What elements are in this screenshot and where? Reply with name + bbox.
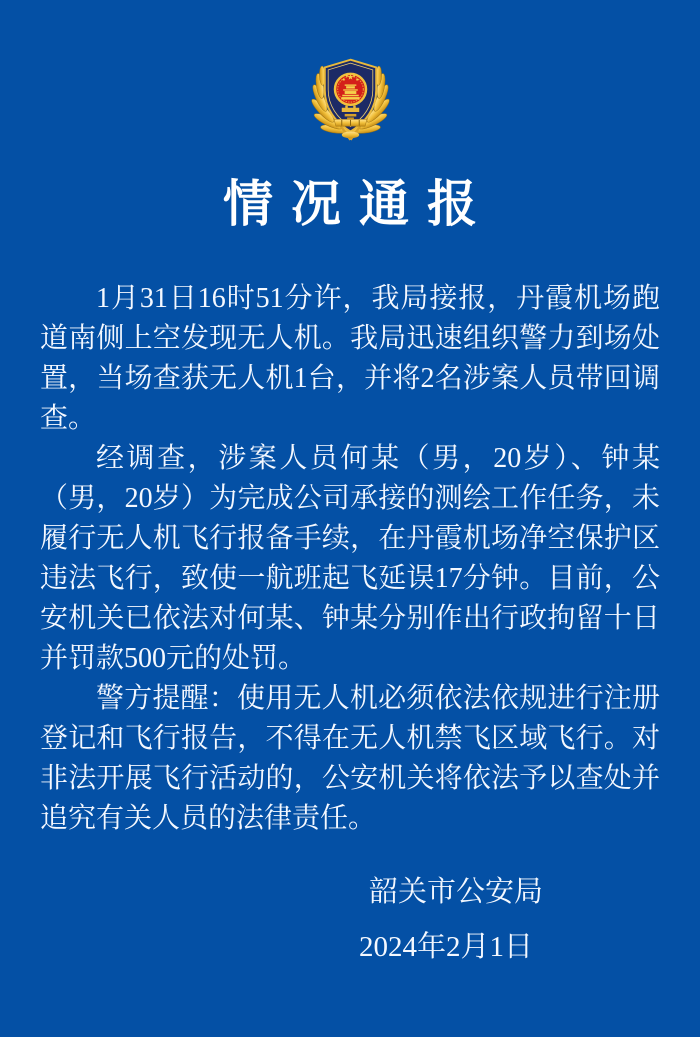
badge-national-emblem: [334, 74, 365, 105]
police-badge-icon: [302, 55, 399, 143]
issuing-authority: 韶关市公安局: [368, 876, 543, 908]
signature-block: [0, 877, 700, 962]
notice-body: [40, 279, 660, 839]
police-badge-icon: [302, 55, 399, 143]
notice-paragraph-1: 1月31日16时51分许，我局接报，丹霞机场跑道南侧上空发现无人机。我局迅速组织警力到场处置，当场查获无人机1台，并将2名涉案人员带回调查。: [40, 283, 660, 434]
notice-title: 情况通报: [223, 176, 495, 232]
notice-paragraph-3: 警方提醒：使用无人机必须依法依规进行注册登记和飞行报告，不得在无人机禁飞区域飞行。对非法开展飞行活动的，公安机关将依法予以查处并追究有关人员的法律责任。: [40, 683, 660, 834]
notice-date: 2024年2月1日: [358, 931, 533, 963]
notice-paragraph-2: 经调查，涉案人员何某（男，20岁）、钟某（男，20岁）为完成公司承接的测绘工作任务，未履行无人机飞行报备手续，在丹霞机场净空保护区违法飞行，致使一航班起飞延误17分钟。目前，公安机关已依法对何某、钟某分别作出行政拘留十日并罚款500元的处罚。: [40, 443, 660, 674]
